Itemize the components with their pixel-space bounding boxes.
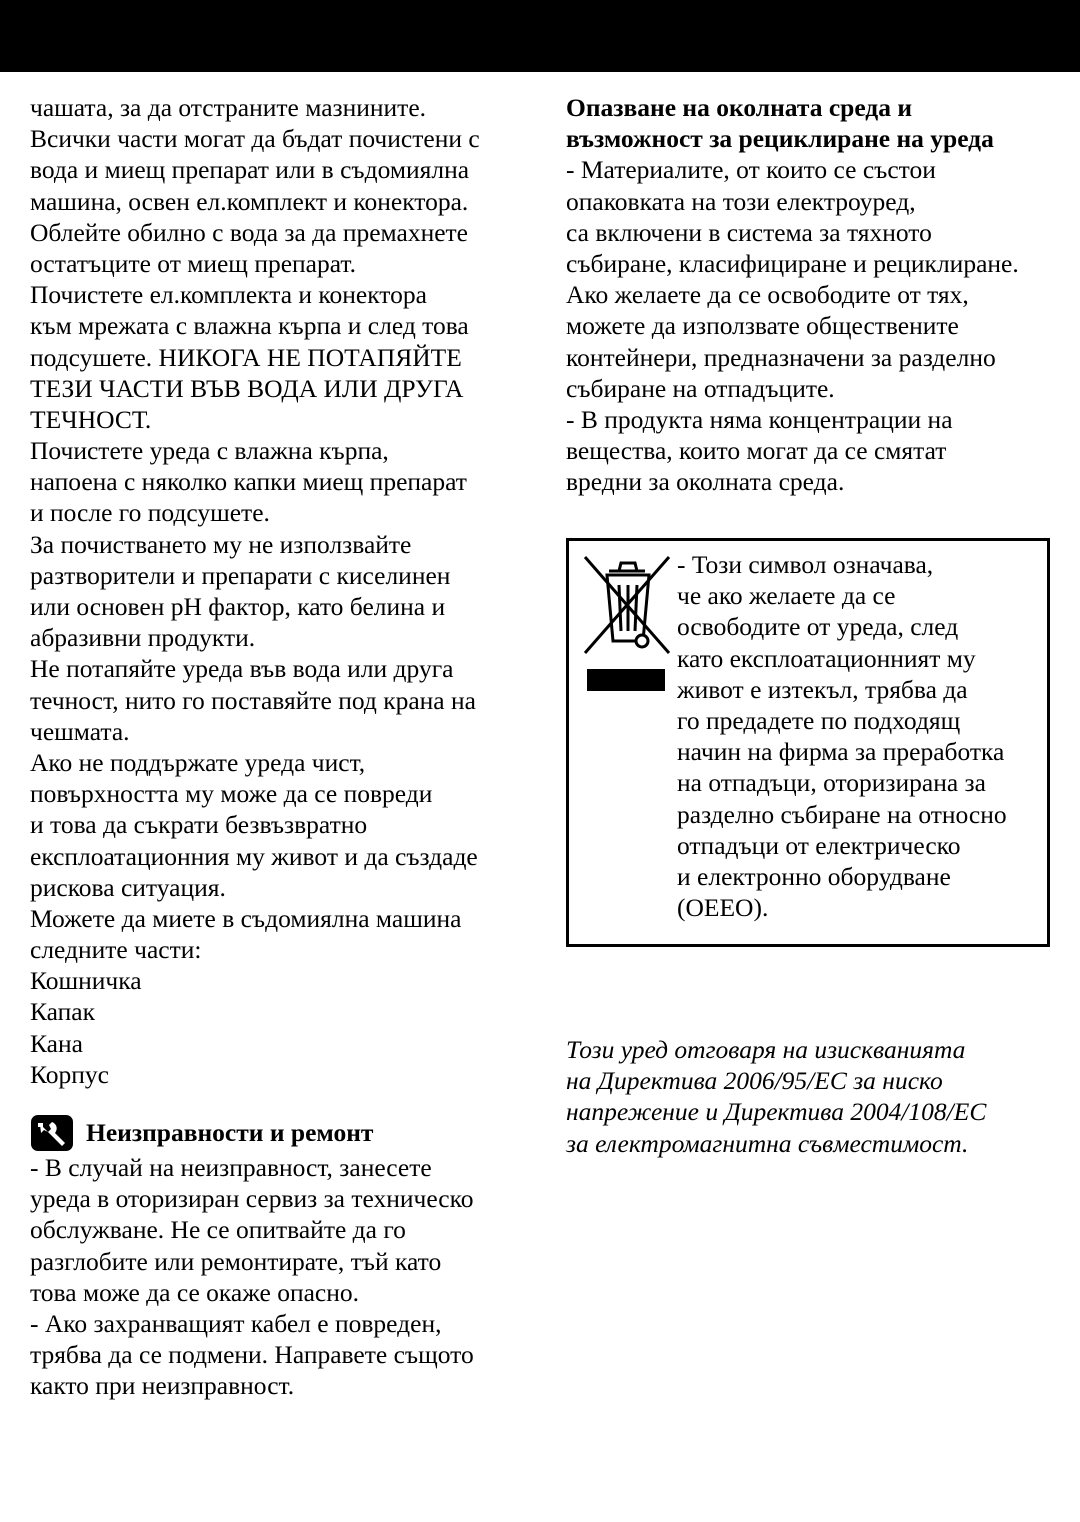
text-line: към мрежата с влажна кърпа и след това [30,311,469,341]
text-line: събиране, класифициране и рециклиране. [566,248,1019,278]
text-line: събиране на отпадъците. [566,373,835,403]
environment-heading [566,92,1066,154]
text-line: експлоатационния му живот и да създаде [30,841,478,871]
right-column [566,92,1066,497]
weee-text [677,549,1045,923]
text-line: уреда в оторизиран сервиз за техническо [30,1184,474,1214]
text-line: следните части: [30,935,202,965]
text-line: разглобите или ремонтирате, тъй като [30,1246,442,1276]
text-line: - В продукта няма концентрации на [566,404,953,434]
text-line: на отпадъци, оторизирана за [677,768,986,798]
text-line: и после го подсушете. [30,498,270,528]
text-line: машина, освен ел.комплект и конектора. [30,186,469,216]
environment-text [566,154,1066,497]
text-line: Облейте обилно с вода за да премахнете [30,217,468,247]
text-line: вода и миещ препарат или в съдомиялна [30,155,470,185]
text-line: Ако не поддържате уреда чист, [30,747,366,777]
text-line: повърхността му може да се повреди [30,779,433,809]
text-line: контейнери, предназначени за разделно [566,342,996,372]
text-line: За почистването му не използвайте [30,529,412,559]
compliance-line: Този уред отговаря на изискванията [566,1035,966,1064]
text-line: това може да се окаже опасно. [30,1277,360,1307]
text-line: или основен pH фактор, като белина и [30,592,446,621]
text-line: Ако желаете да се освободите от тях, [566,280,969,310]
text-line: рискова ситуация. [30,872,226,902]
text-line: чешмата. [30,716,130,746]
text-line: (ОЕЕО). [677,893,769,923]
compliance-statement [566,1034,1066,1159]
text-line: чашата, за да отстраните мазнините. [30,93,427,122]
text-line: и електронно оборудване [677,861,951,891]
text-line: Почистете ел.комплекта и конектора [30,280,427,310]
text-line: и това да съкрати безвъзвратно [30,810,368,840]
text-line: Кошничка [30,966,142,996]
text-line: Не потапяйте уреда във вода или друга [30,654,454,684]
text-line: вредни за околната среда. [566,467,845,497]
text-line: Кана [30,1028,83,1058]
heading-line: Опазване на околната среда и [566,93,913,122]
text-line: го предадете по подходящ [677,705,961,735]
text-line: разделно събиране на относно [677,799,1007,829]
heading-line: възможност за рециклиране на уреда [566,124,994,154]
text-line: отпадъци от електрическо [677,830,961,860]
text-line: освободите от уреда, след [677,612,959,642]
text-line: ТЕЧНОСТ. [30,404,152,434]
text-line: Всички части могат да бъдат почистени с [30,124,480,154]
compliance-line: на Директива 2006/95/ЕС за ниско [566,1066,943,1096]
text-line: можете да използвате обществените [566,311,959,341]
text-line: начин на фирма за преработка [677,737,1005,767]
text-line: като експлоатационният му [677,643,976,673]
repair-text [30,1152,530,1402]
text-line: Можете да миете в съдомиялна машина [30,903,462,933]
text-line: напоена с няколко капки миещ препарат [30,467,467,497]
text-line: са включени в система за тяхното [566,217,932,247]
text-line: течност, нито го поставяйте под крана на [30,685,476,715]
text-line: - Материалите, от които се състои [566,155,936,185]
repair-section-header [30,1114,530,1152]
text-line: разтворители и препарати с киселинен [30,560,451,590]
left-column [30,92,530,1402]
cleaning-text [30,92,530,1090]
text-line: обслужване. Не се опитвайте да го [30,1215,406,1245]
text-line: живот е изтекъл, трябва да [677,674,968,704]
wrench-icon [30,1114,74,1152]
text-line: Почистете уреда с влажна кърпа, [30,436,389,466]
text-line: - В случай на неизправност, занесете [30,1153,432,1182]
text-line: подсушете. НИКОГА НЕ ПОТАПЯЙТЕ [30,342,462,372]
top-header-bar [0,0,1080,72]
repair-heading: Неизправности и ремонт [86,1118,374,1148]
text-line: както при неизправност. [30,1371,295,1401]
text-line: Корпус [30,1059,109,1089]
weee-notice-box [566,538,1050,947]
text-line: вещества, които могат да се смятат [566,436,947,466]
text-line: остатъците от миещ препарат. [30,248,357,278]
text-line: ТЕЗИ ЧАСТИ ВЪВ ВОДА ИЛИ ДРУГА [30,373,464,403]
text-line: абразивни продукти. [30,623,256,653]
text-line: трябва да се подмени. Направете същото [30,1340,474,1370]
text-line: - Ако захранващият кабел е повреден, [30,1308,442,1338]
compliance-line: напрежение и Директива 2004/108/ЕС [566,1097,987,1127]
weee-black-bar [587,669,665,691]
crossed-out-bin-icon [579,549,675,657]
compliance-line: за електромагнитна съвместимост. [566,1128,969,1158]
text-line: опаковката на този електроуред, [566,186,916,216]
text-line: че ако желаете да се [677,581,896,611]
text-line: Капак [30,997,96,1027]
text-line: - Този символ означава, [677,550,934,579]
